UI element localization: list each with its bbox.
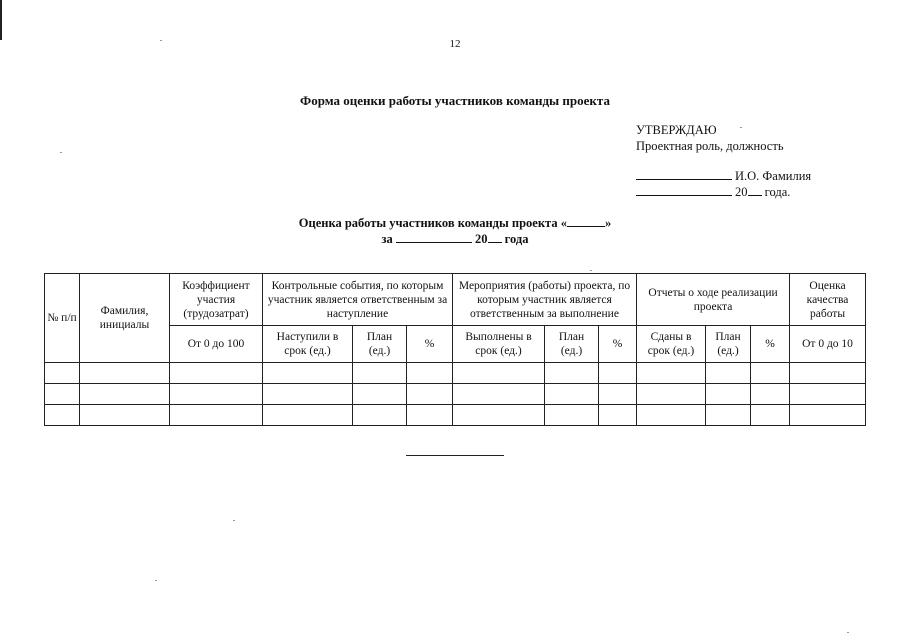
subheader-reports-pct: %: [751, 326, 790, 363]
header-reports: Отчеты о ходе реализации проекта: [637, 274, 790, 326]
signature-line: [636, 168, 732, 180]
subheader-control-plan: План (ед.): [353, 326, 407, 363]
approval-label: УТВЕРЖДАЮ: [636, 123, 717, 137]
subheader-quality-range: От 0 до 10: [790, 326, 866, 363]
project-name-blank: [567, 215, 605, 227]
header-control-events: Контрольные события, по которым участник является ответственным за наступление: [263, 274, 453, 326]
page-edge-mark: [0, 0, 2, 40]
scan-speck: [160, 40, 162, 41]
table-row: [45, 363, 866, 384]
subheader-reports-submitted: Сданы в срок (ед.): [637, 326, 706, 363]
period-blank: [396, 231, 472, 243]
header-quality: Оценка качества работы: [790, 274, 866, 326]
scan-speck: [740, 127, 742, 128]
closing-line: [406, 455, 504, 456]
table-row: [45, 384, 866, 405]
scan-speck: [847, 632, 849, 633]
page-number: 12: [449, 38, 461, 50]
subheader-control-ontime: Наступили в срок (ед.): [263, 326, 353, 363]
year-blank: [748, 184, 762, 196]
scan-speck: [155, 580, 157, 581]
subtitle-line-2: за 20 года: [381, 232, 529, 246]
signature-name: И.О. Фамилия: [735, 169, 812, 183]
subtitle-line-1: Оценка работы участников команды проекта « »: [298, 216, 612, 230]
date-line: [636, 184, 732, 196]
subheader-measures-done: Выполнены в срок (ед.): [453, 326, 545, 363]
date-prefix: 20: [735, 185, 748, 199]
scan-speck: [60, 152, 62, 153]
subheader-control-pct: %: [407, 326, 453, 363]
document-title: Форма оценки работы участников команды проекта: [300, 93, 610, 108]
approval-block: [636, 122, 784, 154]
table-row: [45, 405, 866, 426]
header-num: № п/п: [45, 274, 80, 363]
date-suffix: года.: [764, 185, 791, 199]
year-blank-2: [488, 231, 502, 243]
subheader-measures-pct: %: [599, 326, 637, 363]
subheader-reports-plan: План (ед.): [706, 326, 751, 363]
subheader-measures-plan: План (ед.): [545, 326, 599, 363]
header-measures: Мероприятия (работы) проекта, по которым участник является ответственным за выполнение: [453, 274, 637, 326]
subheader-coef-range: От 0 до 100: [170, 326, 263, 363]
scan-speck: [233, 520, 235, 521]
scan-speck: [590, 270, 592, 271]
evaluation-table: [44, 273, 866, 426]
approval-role: Проектная роль, должность: [636, 139, 784, 153]
signature-block: [636, 168, 811, 200]
header-coefficient: Коэффициент участия (трудозатрат): [170, 274, 263, 326]
header-name: Фамилия, инициалы: [80, 274, 170, 363]
